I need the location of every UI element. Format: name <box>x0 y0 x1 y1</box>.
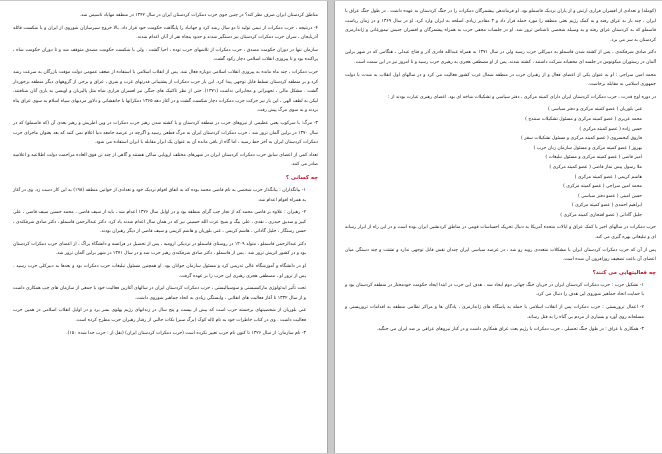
paragraph: ۲- اعمال تروریستی : حزب دمکرات پس از انقلاب اسلامی با حمله به پاسگاه های ژاندارمری ، پادگان ها و مراکز نظامی منطقه به اقدامات تروریستی و مسلحانه روی آورد و بسیاری از مردم بی گناه را به قتل رساند. <box>345 305 644 320</box>
paragraph: دکتر صادق شرفکندی ، پس از کشته شدن قاسملو به دبیرکلی حزب رسید ولی در سال ۱۳۷۱ به همراه عبدالله قادری آذر و فتاح عبدلی ، هنگامی که در شهر برلین آلمان در رستوران میکونوس در جلسه ای مخفیانه شرکت داشتند ، کشته شدند. پس از او مصطفی هجری به رهبری حزب رسید و تا امروز نیز در این سمت است. <box>345 50 656 65</box>
list-paragraph: او در دانشگاه و آموزشگاه عالی تدریس کرد و مسئول سازمان جوانان بود. او همچنین مسئول تبلیغات حزب دمکرات بود و بعدها به دبیرکلی حزب رسید . پس از ترور او ، مصطفی هجری رهبری این حزب را بر عهده گرفت. <box>13 264 306 279</box>
paragraph: (کومله) و تعدادی از افسران فراری ارتش و از یاران نزدیک قاسملو بود. او فرماندهی پیشمرگان دمکرات را در جنگ کردستان به عهده داشت . در طول جنگ عراق با ایران ، چند بار به عراق رفته و به کمک رژیم بعثی منطقه را مورد حمله قرار داد و ۳ مقادیر زیادی اسلحه به ایران وارد کرد. او در سال ۱۳۶۹ و در زمان ریاست قاسملو که به کردستان عراق رفته و به وسیله شخصی ناشناس ترور شد. او در جلسات مخفی حزب به همراه پیشمرگان و افسران جنبش تیمورغانی و ژاندارمری کردستان به سر می برد. <box>345 9 656 43</box>
list-paragraph: غنی بلوریان از شخصیتهای برجسته حزب است که بیش از بیست و پنج سال در زندانهای رژیم پهلوی بسر برد و در اوایل انقلاب اسلامی در همین حزب فعالیت داشت . وی در کتاب خاطرات خود به نام ئاله کوک (برگ سبز) نکات جالبی از رفتار رهبران حزب مطرح کرده است. <box>13 308 306 324</box>
paragraph: سازمان تنها در دوران حکومت مصدق ، حزب دمکرات از تلاشهای حزب توده ، احیا گشت . ولی با شکست حکومت مصدق متوقف شد و تا دوران حکومت شاه ، پراکنده بود و تا پیروزی انقلاب اسلامی دچار رکود گشت. <box>13 47 318 63</box>
left-page <box>0 1 328 453</box>
list-item: غنی بلوریان ( عضو کمیته مرکزی و دفتر سیاسی ) <box>548 107 642 113</box>
list-item: حسن زاده ( عضو کمیته مرکزی ) <box>579 126 642 132</box>
list-item: فاروق کیخسروی ( عضو کمیته مرکزی و مسئول تشکیلات سقز ) <box>521 136 642 142</box>
list-item: بهروز ( عضو کمیته مرکزی و مسئول سازمان زنان حزب ) <box>533 145 642 151</box>
section-heading: چه کسانی ؟ <box>285 174 318 181</box>
paragraph: ۳- مرگ: با سرکوب یعنی عظیمی از نیروهای حزب در منطقه کردستان و با کشته شدن رهبر حزب دمکرات در وین اطریش و رهبر بعدی آن (که قاسملو) که در سال ۱۳۷۰ در برلین آلمان ترور شد ، حزب دمکرات کردستان ایران به مرگ قطعی رسید و اگرچه در عرصه جامعه دنیا اعلام نمی کنند که بعد بعنوان ماجرای حزب دمکرات کردستان ایران به آخر خط رسید ، اما گاه از باقی مانده آن به عنوان یک ابزار مقابله با ایران استفاده می شود. <box>13 120 318 146</box>
list-paragraph: ۲- رهبران : علاوه بر قاضی محمد که از تجار چپ گرای منطقه بود و در اوایل سال ۱۳۲۶ اعدام شد ، باید از سیف قاضی ، محمد حسین سیف قاضی ، علی کبیر و صدیق حیدری ، نقدی ، علی بیگ و شیخ عزت الله حسینی نیز که در همان سال اعدام شدند یاد کرد. دکتر عبدالرحمن قاسملو ، دکتر صادق شرفکندی ، حسن رستگار ، جلیل گادانی ، هاشم کریمی ، غنی بلوریان و هاشم کریمی و سیف قاضی از دیگر رهبران بودند. <box>13 210 307 235</box>
paragraph: در دوره اوج قدرت ، حزب دمکرات کردستان ایران دارای کمیته مرکزی ، دفتر سیاسی و تشکیلات شاخه ای بود. اعضای رهبری عبارت بودند از : <box>388 94 656 100</box>
right-page <box>334 1 662 453</box>
paragraph: تعداد کمی از اعضای سابق حزب دمکرات کردستان ایران در شهرهای مختلف اروپایی ساکن هستند و گاهی از چند تن فوق العاده مزاحمت دولت اطلاعیه و اعلامیه صادر می کنند. <box>13 152 318 168</box>
list-item: محمد عزیزی ( عضو کمیته مرکزی و مسئول تشکیلات سنندج ) <box>525 116 642 122</box>
paragraph: محمد امین سراجی : او به عنوان یکی از اعضای فعال و از رهبران حزب در منطقه شمال غرب کشور فعالیت می کرد و در سالهای اول انقلاب به شدت با دولت جمهوری اسلامی به مقابله برخاست. <box>345 72 656 88</box>
list-paragraph: دکتر عبدالرحمن قاسملو ، متولد ۱۳۰۹ در روستای قاسملو در نزدیکی ارومیه ، پس از تحصیل در فرانسه و دانشگاه پراگ ، از اعضای حزب دمکرات کردستان بود و در کشور اتریش ترور شد . پس از قاسملو ، دکتر صادق شرفکندی رهبر حزب شد و در سال ۱۳۷۱ در شهر برلین آلمان ترور شد. <box>13 241 306 257</box>
list-item: محمد امین سراجی ( عضو کمیته مرکزی ) <box>563 184 642 190</box>
paragraph: مناطق کردستان ایران صرف نظر کند؟ در چنین جوی حزب دمکرات کردستان ایران در سال ۱۳۴۲ در منطقه مهاباد تاسیس شد. <box>79 13 318 18</box>
paragraph: پس از آن که حزب دمکرات کردستان ایران با مشکلات متعددی روبه رو شد ، در عرصه سیاسی ایران چندان نقش قابل توجهی ندارد و تشتت و چند دستگی میان اعضای آن باعث تضعیف روزافزون آن شده است. <box>345 247 656 263</box>
list-item: هاشم کریمی ( عضو کمیته مرکزی ) <box>574 174 642 180</box>
list-paragraph: تحت تأثیر ایدئولوژی مارکسیستی و سوسیالیستی ، حزب دمکرات کردستان ایران در سالهای آغازین فعالیت خود با جمعی از سازمان های چپ همکاری داشت و از سال ۱۳۳۲ تا آغاز فعالیت های انقلابی ، وابستگی زیادی به اتحاد جماهیر شوروی داشت. <box>13 286 306 301</box>
list-item: جلیل گادانی ( عضو افتخاری کمیته مرکزی ) <box>560 212 642 218</box>
list-paragraph: ۱- بیانگذاران : بیانگذار حزب شخصی به نام قاضی محمد بوده که به اتفاق اقوام نزدیک خود و تعدادی از خوانین منطقه (۱۹۸) به این کار دست زد. وی در آغاز به همراه اقوام اعدام شد. <box>13 187 306 203</box>
list-item: امیر قاضی ( عضو کمیته مرکزی و مسئول تبلیغات ) <box>545 155 642 161</box>
officers-list <box>345 105 656 220</box>
paragraph: ۱- تشکیل حزب : حزب دمکرات کردستان ایران در جریان جنگ جهانی دوم ایجاد شد . هدف این حزب در ابتدا ایجاد حکومت خودمختار در منطقه کردستان بود و با حمایت اتحاد جماهیر شوروی این هدف را دنبال می کرد. <box>345 282 644 298</box>
paragraph: حزب دمکرات ، چند ماه مانده به پیروزی انقلاب اسلامی دوباره فعال شد. پس از انقلاب اسلامی با استفاده از ضعف عمومی دولت موقت بازرگان به سرعت رشد کرد و بر منطقه کردستان تسلط قابل توجهی پیدا کرد. این بار حزب دمکرات از پشتیبانی قدرتهای غرب و شرق ، عراق و برخی از گروههای دیگر منطقه برخوردار گشت . مشکل مالی ، تجهیزاتی و مخابراتی نداشت (۱۳۷۱). حتی از نظر تاکتیک های جنگی نیز افسران فراری شاه مثل پالیزبان و اویسی به یاری آنان شتافتند. لیکن به لطف الهی ، این بار نیز حرکت حزب دمکرات دچار شکست گشت و در آغاز دهه ۱۳۶۵ دمکراتها با جانفشانی و دلاور مردیهای سپاه اسلام به سوی عراق پناه بردند و به سوی مرگ پیش رفت. <box>13 69 318 114</box>
list-item: حسن امینی ( عضو دفتر سیاسی ) <box>577 193 642 199</box>
paragraph: ۳- همکاری با عراق : در طول جنگ تحمیلی ، حزب دمکرات با رژیم بعث عراق همکاری داشت و در کنار نیروهای عراقی بر ضد ایران می جنگید. <box>376 327 644 333</box>
list-item: ملا رسول پیش نماز قاضی ( عضو کمیته مرکزی ) <box>549 164 642 170</box>
list-paragraph: ۳- نام سازمان: از سال ۱۳۲۶ تا کنون نام حزب تغییر نکرده است (حزب دمکرات کردستان ایران) (نقل از : حزب جدا شده ۱۵۰). <box>66 330 306 336</box>
paragraph: ۴- درنتیجه ، حزب دمکرات از نیمی تولید تا دو سال رشد کرد و جهانباد را پایگاهت حکومت خود قرار داد. بالا خروج سیرسازان شوروی از ایران و با شکست قائله آذربایجان ، سران حزب دمکرات کردستان نیز دستگیر شدند و حدود پنجاه نفر از آنان اعدام شدند. <box>13 25 318 41</box>
list-item: ابراهیم احمدی ( عضو کمیته مرکزی ) <box>571 203 642 209</box>
section-heading: چه فعالیتهایی می کنند؟ <box>592 269 656 276</box>
paragraph: حزب دمکرات در سالهای اخیر با کمک عراق و ایالات متحده آمریکا به دنبال تحریک احساسات قومی در مناطق کردنشین ایران بوده است و در این راه از ابزار رسانه ای و تبلیغاتی بهره گیری می کند. <box>345 225 656 241</box>
